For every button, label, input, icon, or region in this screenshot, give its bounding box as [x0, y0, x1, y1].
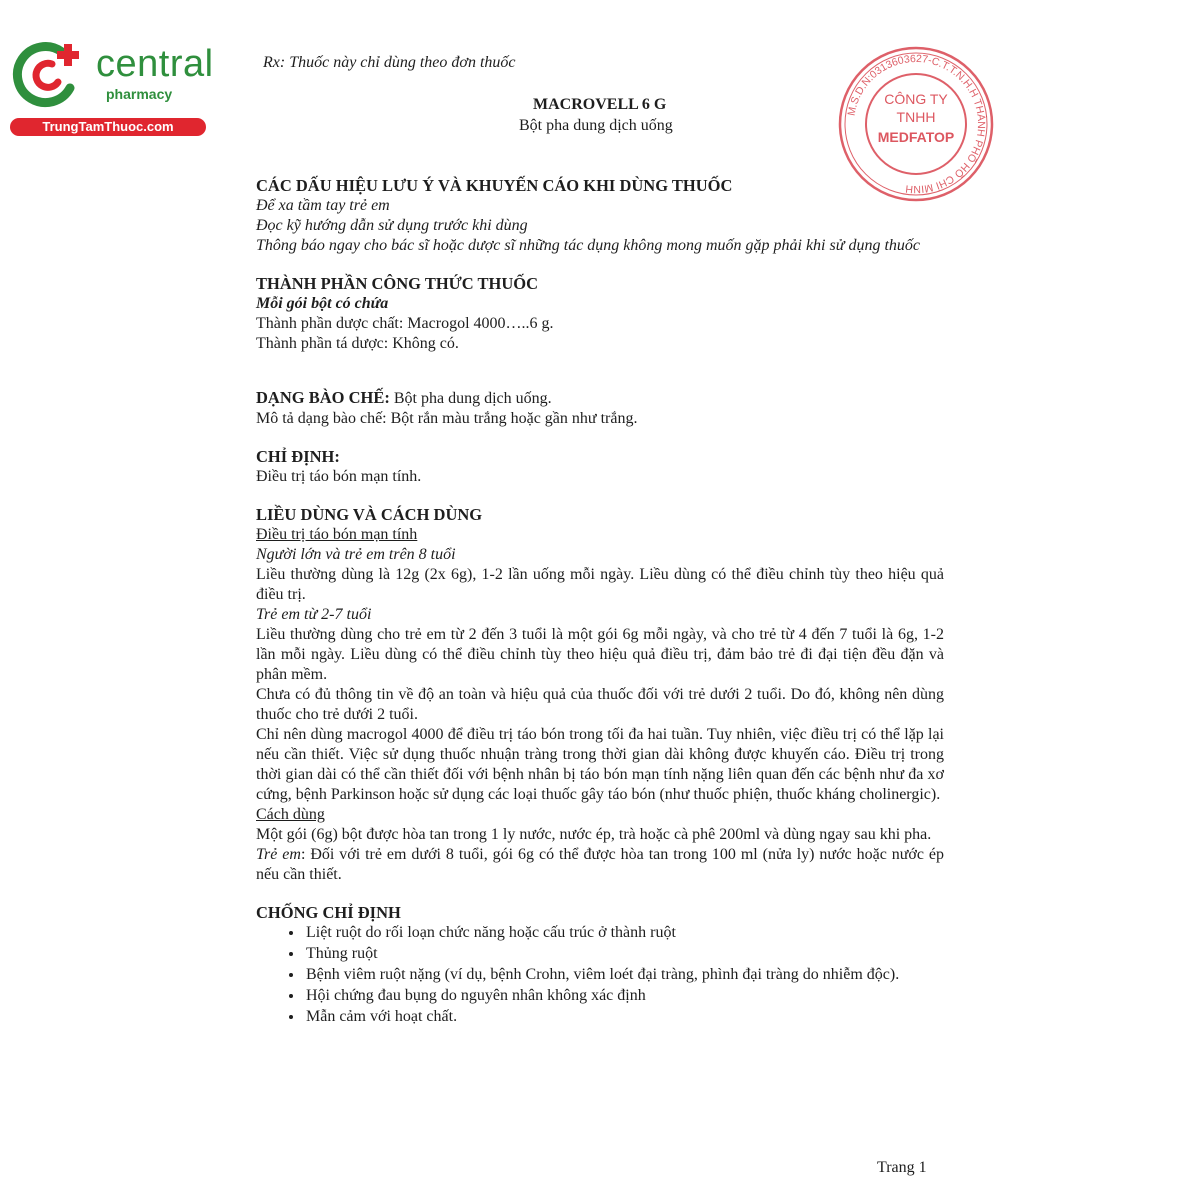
dosage-subheading: Điều trị táo bón mạn tính: [256, 526, 418, 543]
warning-line: Đọc kỹ hướng dẫn sử dụng trước khi dùng: [256, 217, 528, 234]
stamp-ring-text: M.S.D.N:0313603627-C.T.T.N.H.H THÀNH PHỐ HỒ CHÍ MINH: [845, 52, 988, 196]
dosage-form-description: Mô tả dạng bào chế: Bột rắn màu trắng hoặc gần như trắng.: [256, 410, 638, 427]
dosage-paragraph: Liều thường dùng là 12g (2x 6g), 1-2 lần uống mỗi ngày. Liều dùng có thể điều chỉnh tùy theo hiệu quả điều trị.: [256, 566, 944, 603]
product-subtitle: Bột pha dung dịch uống: [519, 117, 673, 134]
children-label: Trẻ em: [256, 846, 301, 863]
children-text: : Đối với trẻ em dưới 8 tuổi, gói 6g có thể được hòa tan trong 100 ml (nửa ly) nước hoặc nước ép nếu cần thiết.: [256, 846, 945, 883]
dosage-form-value: Bột pha dung dịch uống.: [389, 390, 552, 407]
dosage-group-children: Trẻ em từ 2-7 tuổi: [256, 606, 372, 623]
logo-subtitle: pharmacy: [106, 86, 173, 102]
list-item: • Liệt ruột do rối loạn chức năng hoặc cấu trúc ở thành ruột: [304, 923, 944, 943]
list-item: • Mẫn cảm với hoạt chất.: [304, 1007, 944, 1027]
stamp-line3: MEDFATOP: [877, 129, 955, 145]
list-item: • Thủng ruột: [304, 944, 944, 964]
logo-brand: central: [96, 43, 214, 85]
administration-children-paragraph: [256, 845, 944, 885]
composition-line: Thành phần dược chất: Macrogol 4000…..6 g.: [256, 315, 554, 332]
dosage-paragraph: Chưa có đủ thông tin về độ an toàn và hiệu quả của thuốc đối với trẻ dưới 2 tuổi. Do đó, không nên dùng thuốc cho trẻ dưới 2 tuổi.: [256, 686, 944, 723]
warning-line: Thông báo ngay cho bác sĩ hoặc dược sĩ những tác dụng không mong muốn gặp phải khi sử dụng thuốc: [256, 237, 920, 254]
stamp-line2: TNHH: [896, 109, 936, 125]
rx-note: Rx: Thuốc này chỉ dùng theo đơn thuốc: [263, 54, 516, 71]
logo-url: TrungTamThuoc.com: [10, 118, 206, 136]
list-item: • Bệnh viêm ruột nặng (ví dụ, bệnh Crohn, viêm loét đại tràng, phình đại tràng do nhiễm độc).: [304, 965, 944, 985]
section-heading-warnings: CÁC DẤU HIỆU LƯU Ý VÀ KHUYẾN CÁO KHI DÙNG THUỐC: [256, 176, 733, 195]
contraindication-list: [256, 923, 944, 1027]
list-item: • Hội chứng đau bụng do nguyên nhân không xác định: [304, 986, 944, 1006]
administration-paragraph: Một gói (6g) bột được hòa tan trong 1 ly nước, nước ép, trà hoặc cà phê 200ml và dùng ngay sau khi pha.: [256, 826, 932, 843]
section-heading-indications: CHỈ ĐỊNH:: [256, 447, 340, 466]
indication-line: Điều trị táo bón mạn tính.: [256, 468, 422, 485]
stamp-line1: CÔNG TY: [884, 91, 948, 107]
page-number: Trang 1: [877, 1159, 927, 1176]
administration-subheading: Cách dùng: [256, 806, 325, 823]
section-heading-dosage: LIỀU DÙNG VÀ CÁCH DÙNG: [256, 505, 483, 524]
leaflet-body: [256, 176, 944, 1028]
warning-line: Để xa tầm tay trẻ em: [256, 197, 390, 214]
section-heading-dosage-form: DẠNG BÀO CHẾ:: [256, 388, 390, 407]
dosage-form-row: [256, 388, 944, 409]
logo-c-cross-icon: [12, 38, 84, 110]
dosage-group-adults: Người lớn và trẻ em trên 8 tuổi: [256, 546, 456, 563]
central-pharmacy-logo: [10, 36, 220, 136]
section-heading-contraindications: CHỐNG CHỈ ĐỊNH: [256, 903, 401, 922]
section-heading-composition: THÀNH PHẦN CÔNG THỨC THUỐC: [256, 274, 539, 293]
product-title: MACROVELL 6 G: [533, 96, 667, 113]
dosage-paragraph: Chỉ nên dùng macrogol 4000 để điều trị táo bón trong tối đa hai tuần. Tuy nhiên, việc điều trị có thể lặp lại nếu cần thiết. Việc sử dụng thuốc nhuận tràng trong thời gian dài không được khuyến cáo. Điều trị trong thời gian dài có thể cần thiết đối với bệnh nhân bị táo bón mạn tính nặng liên quan đến các bệnh như đa xơ cứng, bệnh Parkinson hoặc sử dụng các loại thuốc gây táo bón (như thuốc phiện, thuốc kháng cholinergic).: [256, 726, 944, 803]
composition-subheading: Mỗi gói bột có chứa: [256, 295, 389, 312]
composition-line: Thành phần tá dược: Không có.: [256, 335, 459, 352]
dosage-paragraph: Liều thường dùng cho trẻ em từ 2 đến 3 tuổi là một gói 6g mỗi ngày, và cho trẻ từ 4 đến 7 tuổi là 6g, 1-2 lần mỗi ngày. Liều dùng có thể điều chỉnh tùy theo hiệu quả điều trị, đảm bảo trẻ đi đại tiện đều đặn và phân mềm.: [256, 626, 944, 683]
